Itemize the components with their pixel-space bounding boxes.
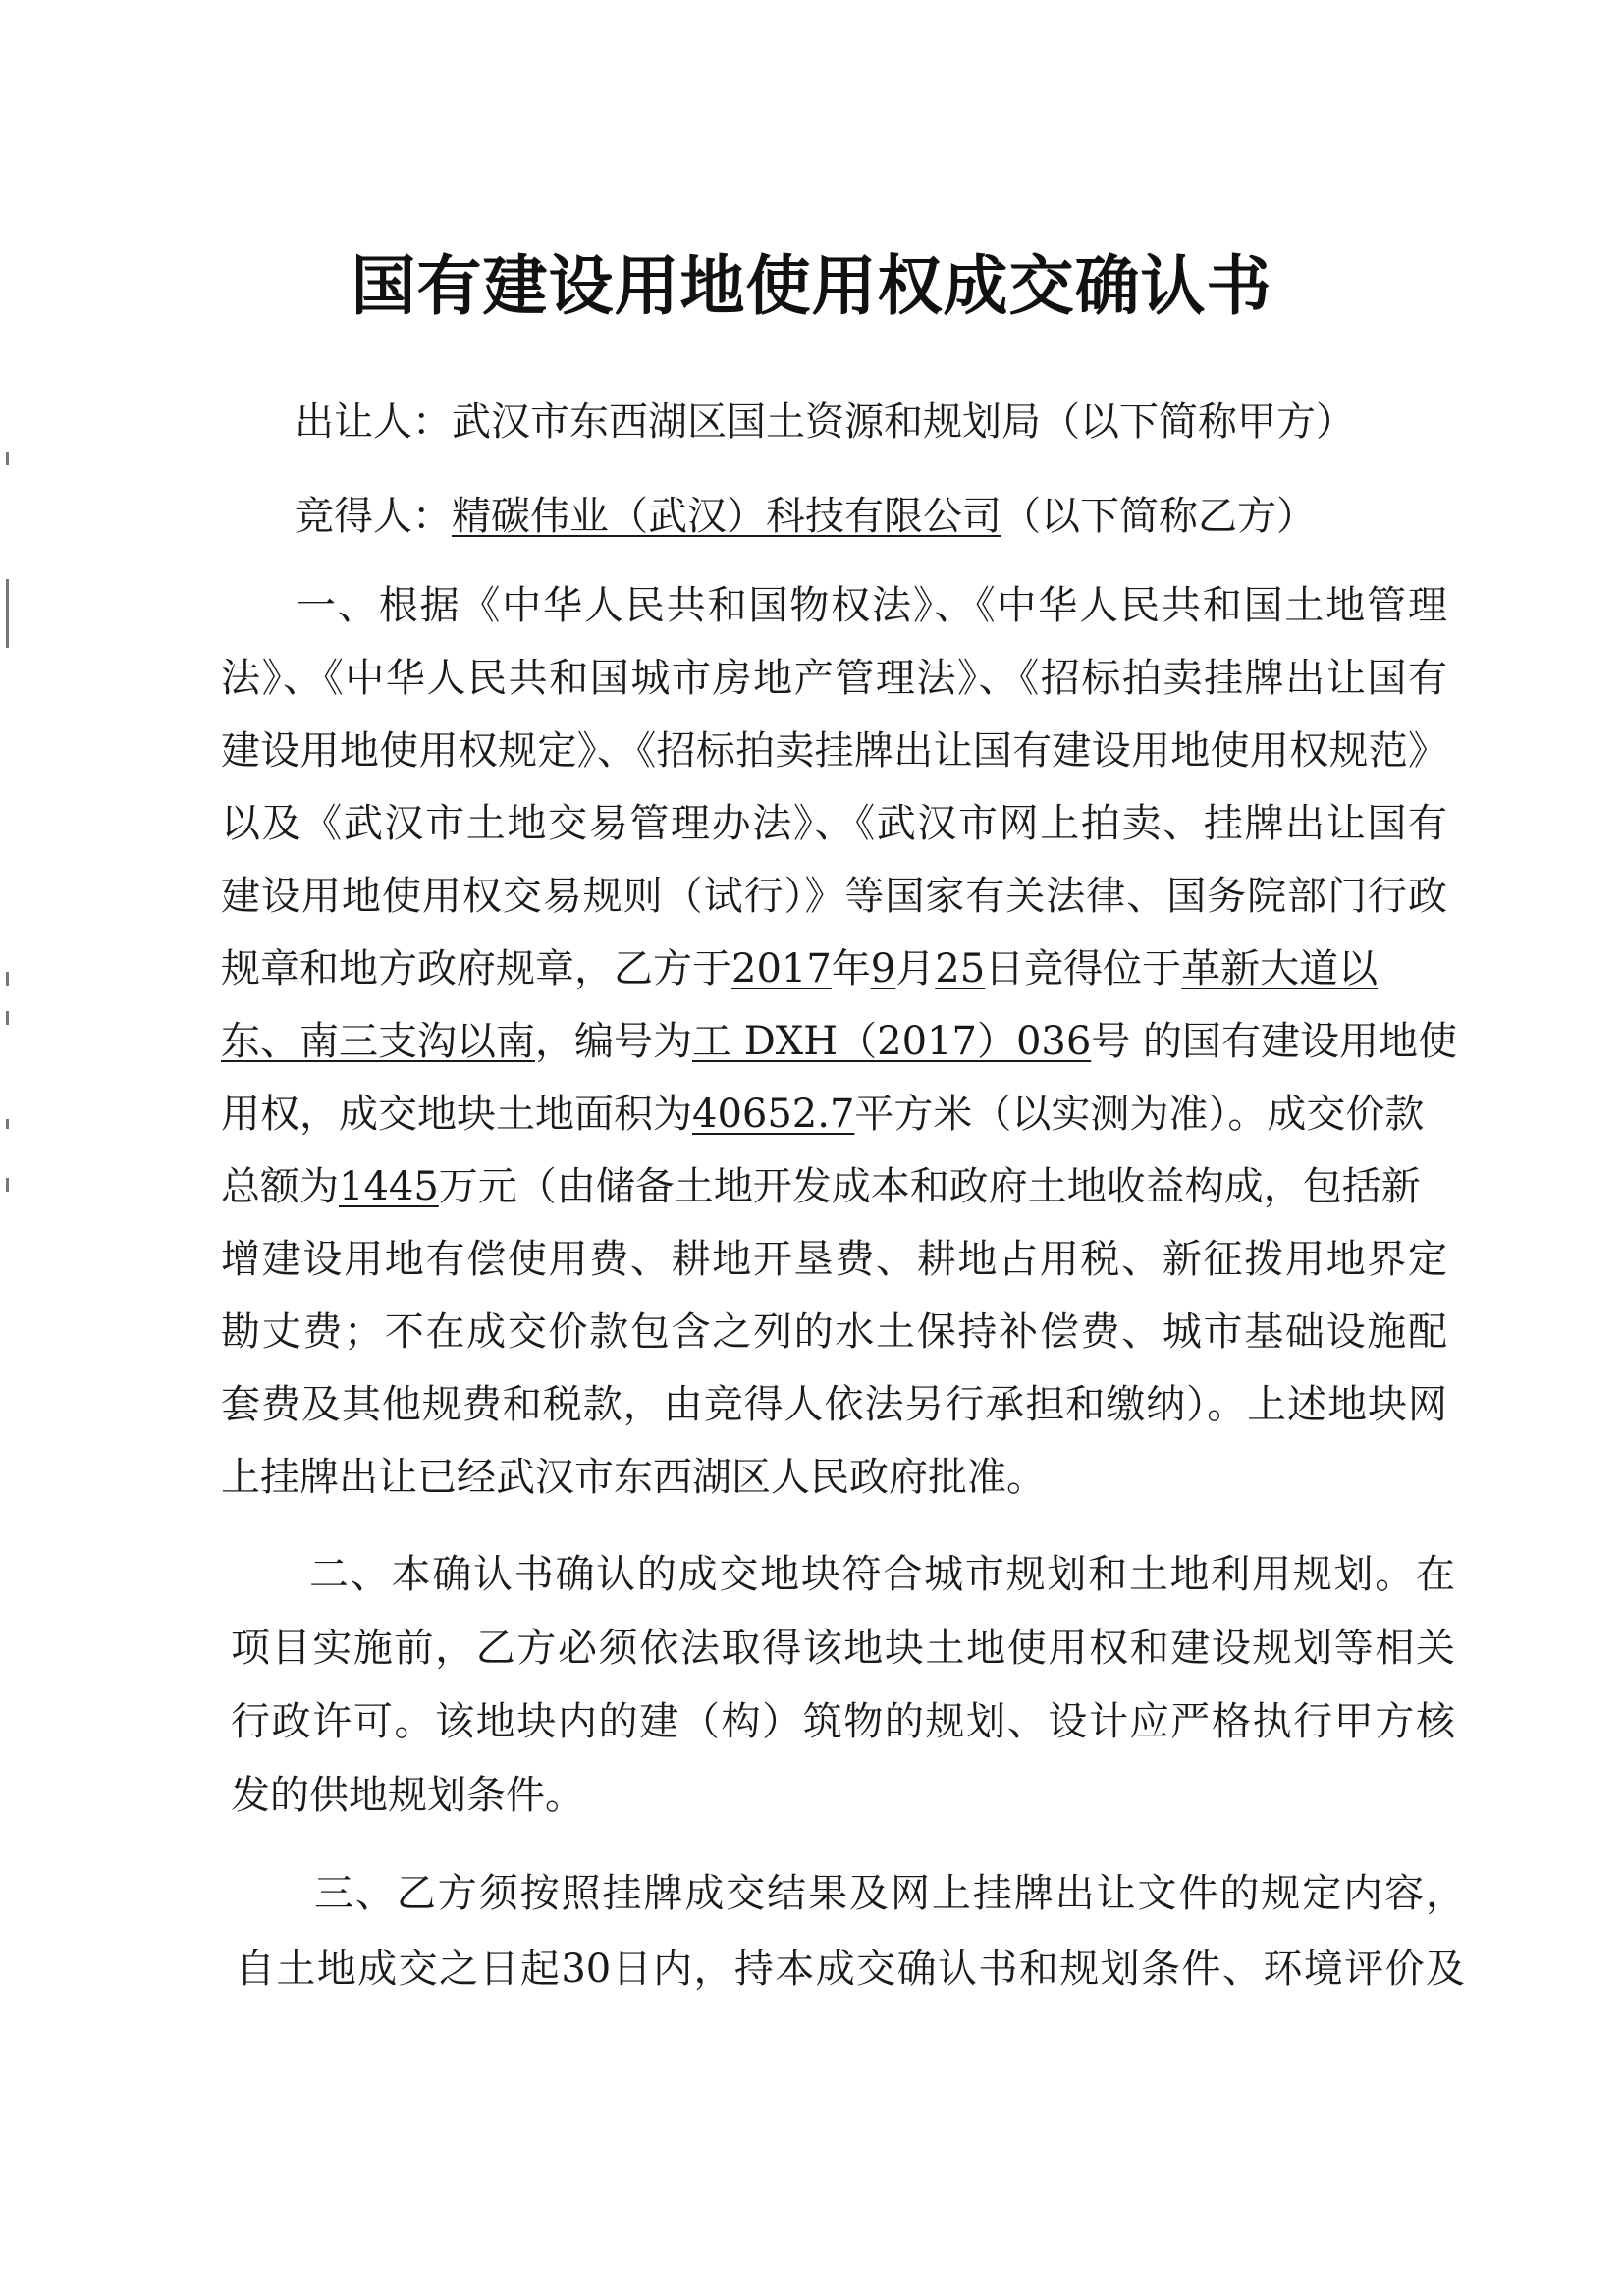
grantee-line	[295, 491, 1316, 542]
grantor-value: 武汉市东西湖区国土资源和规划局（以下简称甲方）	[452, 400, 1355, 445]
para1-line: 上挂牌出让已经武汉市东西湖区人民政府批准。	[221, 1455, 1046, 1500]
parcel-location: 东、南三支沟以南	[221, 1019, 535, 1064]
scan-margin-mark	[6, 972, 9, 986]
para1-line: 增建设用地有偿使用费、耕地开垦费、耕地占用税、新征拨用地界定	[221, 1237, 1447, 1282]
land-area: 40652.7	[692, 1092, 855, 1137]
scan-margin-mark	[6, 1178, 9, 1192]
para1-line: 法》、《中华人民共和国城市房地产管理法》、《招标拍卖挂牌出让国有	[221, 656, 1447, 701]
deal-day: 25	[935, 946, 986, 991]
text-fragment: 年	[831, 946, 871, 991]
para1-line	[221, 1016, 1457, 1067]
deal-year: 2017	[731, 946, 832, 991]
para1-line: 建设用地使用权规定》、《招标拍卖挂牌出让国有建设用地使用权规范》	[221, 728, 1447, 774]
text-fragment: 用权，成交地块土地面积为	[221, 1092, 692, 1137]
text-fragment: 总额为	[221, 1164, 339, 1209]
grantor-line	[295, 397, 1355, 448]
grantor-label: 出让人：	[295, 400, 452, 445]
text-fragment: 平方米（以实测为准）。成交价款	[854, 1092, 1425, 1137]
parcel-location: 革新大道以	[1181, 946, 1379, 991]
text-fragment: 月	[895, 946, 936, 991]
scan-margin-mark	[6, 1119, 9, 1129]
para1-line: 建设用地使用权交易规则（试行）》等国家有关法律、国务院部门行政	[221, 874, 1447, 919]
page-title: 国有建设用地使用权成交确认书	[351, 248, 1272, 324]
para2-line: 项目实施前，乙方必须依法取得该地块土地使用权和建设规划等相关	[231, 1626, 1455, 1671]
para2-line: 二、本确认书确认的成交地块符合城市规划和土地利用规划。在	[309, 1552, 1455, 1597]
para1-line: 一、根据《中华人民共和国物权法》、《中华人民共和国土地管理	[297, 583, 1447, 628]
para1-line: 以及《武汉市土地交易管理办法》、《武汉市网上拍卖、挂牌出让国有	[221, 801, 1447, 846]
total-price: 1445	[339, 1164, 439, 1209]
para2-line: 发的供地规划条件。	[231, 1773, 584, 1818]
grantee-suffix: （以下简称乙方）	[1001, 494, 1316, 539]
text-fragment: 万元（由储备土地开发成本和政府土地收益构成，包括新	[438, 1164, 1421, 1209]
para1-line	[221, 1161, 1421, 1212]
text-fragment: 规章和地方政府规章，乙方于	[221, 946, 731, 991]
text-fragment: ，编号为	[535, 1019, 692, 1064]
scan-margin-mark	[6, 579, 9, 648]
para1-line: 勘丈费；不在成交价款包含之列的水土保持补偿费、城市基础设施配	[221, 1309, 1447, 1355]
scan-margin-mark	[6, 1011, 9, 1025]
grantee-name: 精碳伟业（武汉）科技有限公司	[452, 494, 1001, 539]
deal-month: 9	[870, 946, 896, 991]
text-fragment: 日竞得位于	[985, 946, 1182, 991]
para3-line: 自土地成交之日起30日内，持本成交确认书和规划条件、环境评价及	[236, 1947, 1465, 1992]
para1-line: 套费及其他规费和税款，由竞得人依法另行承担和缴纳）。上述地块网	[221, 1382, 1447, 1427]
scan-margin-mark	[6, 452, 9, 465]
para1-line	[221, 1089, 1424, 1140]
text-fragment: 号 的国有建设用地使	[1091, 1019, 1458, 1064]
grantee-label: 竞得人：	[295, 494, 452, 539]
para3-line: 三、乙方须按照挂牌成交结果及网上挂牌出让文件的规定内容，	[314, 1871, 1465, 1916]
para1-line	[221, 943, 1378, 994]
para2-line: 行政许可。该地块内的建（构）筑物的规划、设计应严格执行甲方核	[231, 1699, 1455, 1744]
parcel-number: 工 DXH（2017）036	[692, 1019, 1092, 1064]
